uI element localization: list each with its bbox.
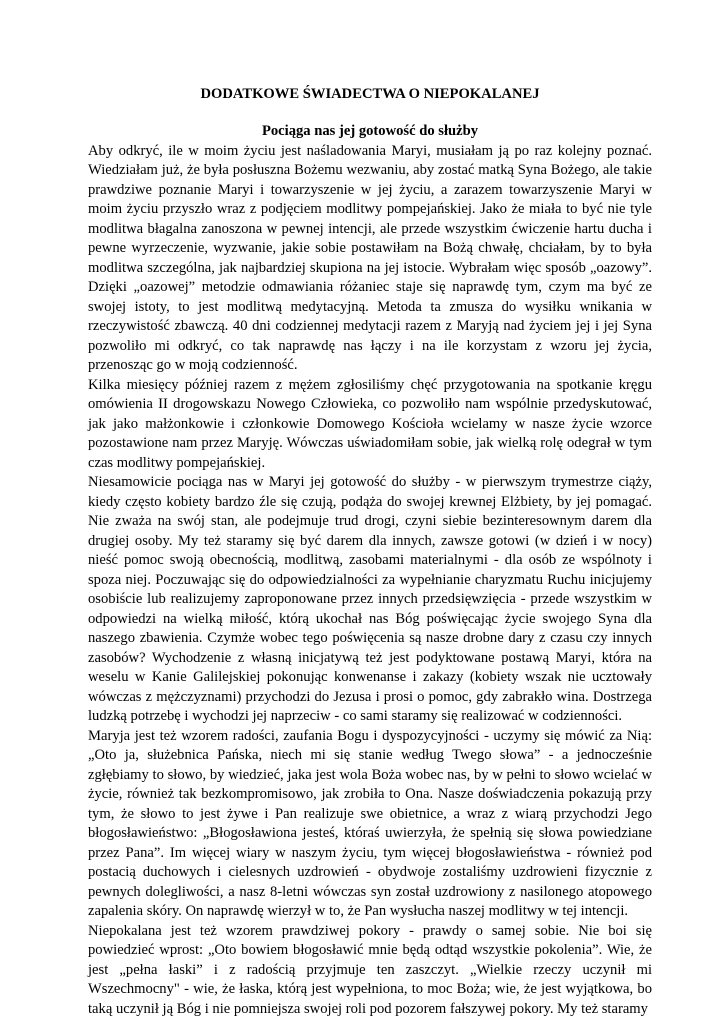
section-title: Pociąga nas jej gotowość do służby: [261, 123, 479, 139]
paragraph-1: Aby odkryć, ile w moim życiu jest naśladowania Maryi, musiałam ją po raz kolejny poznać. Wiedziałam już, że była posłuszna Bożemu wezwaniu, aby zostać matką Syna Bożego, ale takie prawdziwe poznanie Maryi i towarzyszenie w jej życiu, a zarazem towarzyszenie Maryi w moim życiu przyszło wraz z podjęciem modlitwy pompejańskiej. Jako że miała to być nie tyle modlitwa błagalna zanoszona w pewnej intencji, ale przede wszystkim ćwiczenie hartu ducha i pewne wyrzeczenie, wyzwanie, jakie sobie postawiłam na Bożą chwałę, chciałam, by to była modlitwa szczególna, jak najbardziej skupiona na jej istocie. Wybrałam więc sposób „oazowy”. Dzięki „oazowej” metodzie odmawiania różaniec staje się naprawdę tym, czym ma być ze swojej istoty, to jest modlitwą medytacyjną. Metoda ta zmusza do wysiłku wnikania w rzeczywistość zbawczą. 40 dni codziennej medytacji razem z Maryją nad życiem jej i jej Syna pozwoliło mi odkryć, co tak naprawdę nas łączy i na ile korzystam z wzoru jej życia, przenosząc go w moją codzienność.: [88, 142, 652, 373]
document-title: DODATKOWE ŚWIADECTWA O NIEPOKALANEJ: [200, 86, 540, 102]
paragraph-5: Niepokalana jest też wzorem prawdziwej pokory - prawdy o samej sobie. Nie boi się powiedzieć wprost: „Oto bowiem błogosławić mnie będą odtąd wszystkie pokolenia”. Wie, że jest „pełna łaski” i z radością przyjmuje ten zaszczyt. „Wielkie rzeczy uczynił mi Wszechmocny" - wie, że łaska, którą jest wypełniona, to moc Boża; wie, że jest wyjątkowa, bo taką uczynił ją Bóg i nie pomniejsza swojej roli pod pozorem fałszywej pokory. My też staramy: [88, 922, 652, 1017]
paragraph-3: Niesamowicie pociąga nas w Maryi jej gotowość do służby - w pierwszym trymestrze ciąży, kiedy często kobiety bardzo źle się czują, podąża do swojej krewnej Elżbiety, by jej pomagać. Nie zważa na swój stan, ale podejmuje trud drogi, czyni siebie bezinteresownym darem dla drugiej osoby. My też staramy się być darem dla innych, zawsze gotowi (w dzień i w nocy) nieść pomoc swoją obecnością, modlitwą, zasobami materialnymi - dla osób ze wspólnoty i spoza niej. Poczuwając się do odpowiedzialności za wypełnianie charyzmatu Ruchu inicjujemy osobiście lub realizujemy zaproponowane przez innych przedsięwzięcia - przede wszystkim w odpowiedzi na wielką miłość, którą ukochał nas Bóg poświęcając życie swojego Syna dla naszego zbawienia. Czymże wobec tego poświęcenia są nasze drobne dary z czasu czy innych zasobów? Wychodzenie z własną inicjatywą też jest podyktowane postawą Maryi, która na weselu w Kanie Galilejskiej pokonując konwenanse i zakazy (kobiety wszak nie ucztowały wówczas z mężczyznami) przychodzi do Jezusa i prosi o pomoc, gdy zabrakło wina. Dostrzega ludzką potrzebę i wychodzi jej naprzeciw - co sami staramy się realizować w codzienności.: [88, 474, 652, 724]
paragraph-2: Kilka miesięcy później razem z mężem zgłosiliśmy chęć przygotowania na spotkanie kręgu omówienia II drogowskazu Nowego Człowieka, co pozwoliło nam wspólnie przedyskutować, jak jako małżonkowie i członkowie Domowego Kościoła wcielamy w nasze życie wzorce pozostawione nam przez Maryję. Wówczas uświadomiłam sobie, jak wielką rolę odegrał w tym czas modlitwy pompejańskiej.: [88, 376, 652, 471]
paragraph-4: Maryja jest też wzorem radości, zaufania Bogu i dyspozycyjności - uczymy się mówić za Nią: „Oto ja, służebnica Pańska, niech mi się stanie według Twego słowa” - a jednocześnie zgłębiamy to słowo, by wiedzieć, jaka jest wola Boża wobec nas, by w pełni to słowo wcielać w życie, również tak bezkompromisowo, jak zrobiła to Ona. Nasze doświadczenia pokazują przy tym, że słowo to jest żywe i Pan realizuje swe obietnice, a wraz z wiarą przychodzi Jego błogosławieństwo: „Błogosławiona jesteś, któraś uwierzyła, że spełnią się słowa powiedziane przez Pana”. Im więcej wiary w naszym życiu, tym więcej błogosławieństwa - również pod postacią duchowych i cielesnych uzdrowień - obydwoje zostaliśmy uzdrowieni fizycznie z pewnych dolegliwości, a nasz 8-letni wówczas syn został uzdrowiony z nasilonego atopowego zapalenia skóry. On naprawdę wierzył w to, że Pan wysłucha naszej modlitwy w tej intencji.: [88, 727, 652, 919]
